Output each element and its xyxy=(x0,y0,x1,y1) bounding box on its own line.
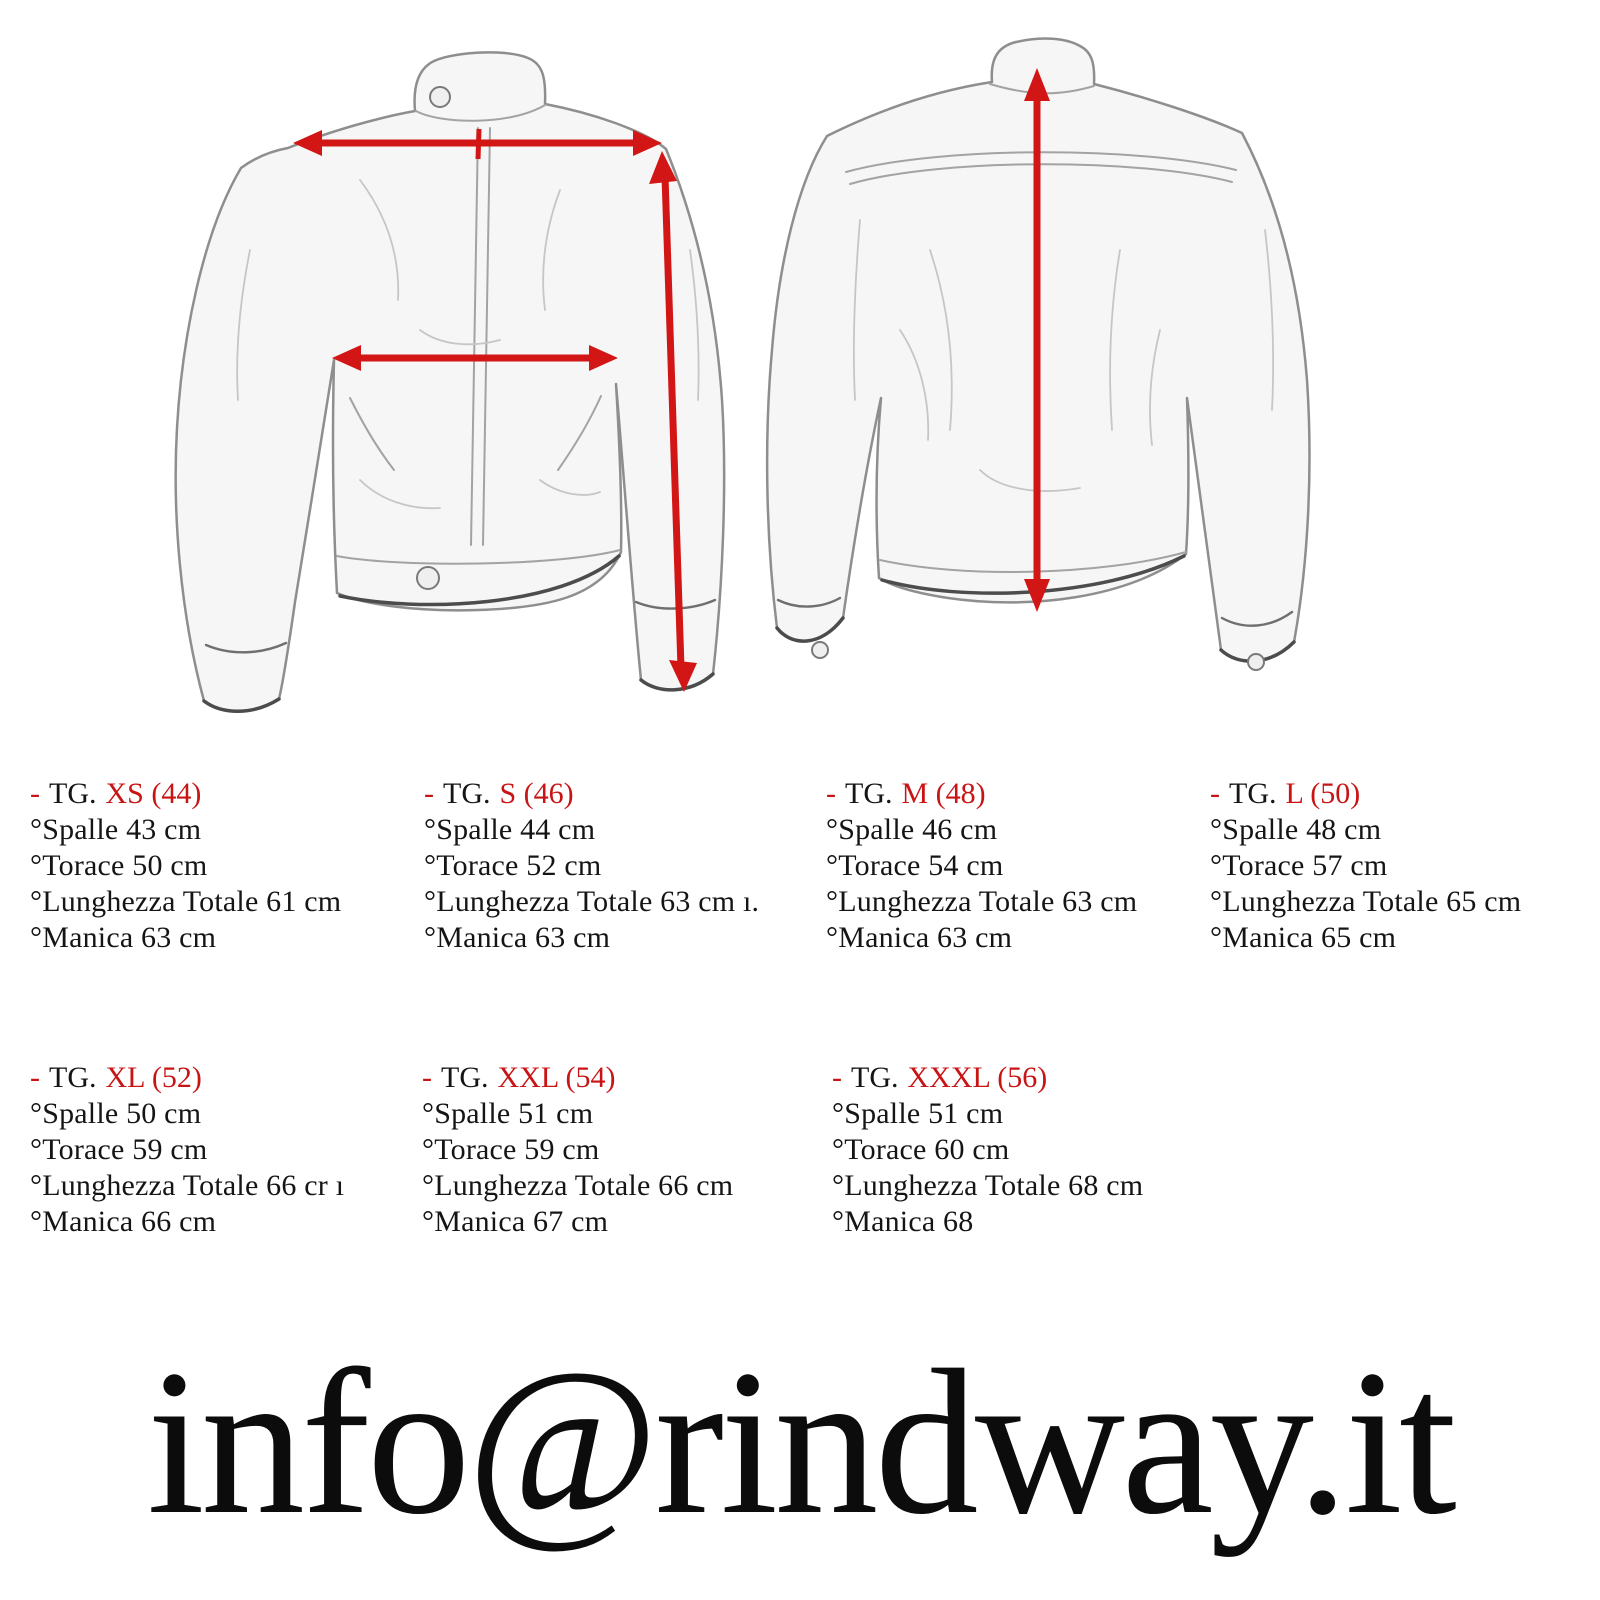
measurement-sleeve: °Manica 65 cm xyxy=(1210,921,1397,954)
measurement-total-length: °Lunghezza Totale 65 cm xyxy=(1210,885,1522,918)
size-dash: - xyxy=(424,777,434,810)
back-left-cuff-button xyxy=(812,642,828,658)
measurement-shoulders: °Spalle 44 cm xyxy=(424,813,596,846)
measurement-chest: °Torace 50 cm xyxy=(30,849,208,882)
measurement-total-length: °Lunghezza Totale 68 cm xyxy=(832,1169,1144,1202)
shoulder-arrow-center-tick xyxy=(478,129,479,159)
measurement-sleeve: °Manica 63 cm xyxy=(30,921,217,954)
size-tg-label: TG. xyxy=(49,1061,97,1094)
hem-button xyxy=(417,567,439,589)
size-title xyxy=(832,1060,1143,1096)
size-value-label: S (46) xyxy=(499,777,574,810)
size-block-xs xyxy=(30,776,341,956)
jacket-size-diagram xyxy=(0,0,1600,745)
size-title xyxy=(424,776,759,812)
measurement-shoulders: °Spalle 50 cm xyxy=(30,1097,202,1130)
size-tg-label: TG. xyxy=(1229,777,1277,810)
size-dash: - xyxy=(832,1061,842,1094)
size-dash: - xyxy=(422,1061,432,1094)
size-block-l xyxy=(1210,776,1521,956)
size-value-label: XXL (54) xyxy=(497,1061,616,1094)
measurement-chest: °Torace 59 cm xyxy=(30,1133,208,1166)
measurement-total-length: °Lunghezza Totale 63 cm xyxy=(826,885,1138,918)
size-value-label: M (48) xyxy=(901,777,986,810)
measurement-total-length: °Lunghezza Totale 63 cm ı. xyxy=(424,885,760,918)
size-dash: - xyxy=(30,777,40,810)
size-block-m xyxy=(826,776,1137,956)
size-title xyxy=(30,1060,344,1096)
size-title xyxy=(30,776,341,812)
measurement-shoulders: °Spalle 48 cm xyxy=(1210,813,1382,846)
size-dash: - xyxy=(1210,777,1220,810)
size-value-label: XS (44) xyxy=(105,777,202,810)
measurement-chest: °Torace 59 cm xyxy=(422,1133,600,1166)
size-tg-label: TG. xyxy=(845,777,893,810)
measurement-shoulders: °Spalle 46 cm xyxy=(826,813,998,846)
size-title xyxy=(826,776,1137,812)
collar-snap-button xyxy=(430,87,450,107)
measurement-chest: °Torace 52 cm xyxy=(424,849,602,882)
size-block-s xyxy=(424,776,759,956)
back-right-cuff-button xyxy=(1248,654,1264,670)
size-block-xxl xyxy=(422,1060,733,1240)
size-value-label: L (50) xyxy=(1285,777,1361,810)
size-dash: - xyxy=(30,1061,40,1094)
measurement-sleeve: °Manica 68 xyxy=(832,1205,974,1238)
size-block-xl xyxy=(30,1060,344,1240)
measurement-chest: °Torace 57 cm xyxy=(1210,849,1388,882)
measurement-total-length: °Lunghezza Totale 61 cm xyxy=(30,885,342,918)
measurement-total-length: °Lunghezza Totale 66 cm xyxy=(422,1169,734,1202)
size-tg-label: TG. xyxy=(441,1061,489,1094)
measurement-chest: °Torace 54 cm xyxy=(826,849,1004,882)
size-value-label: XL (52) xyxy=(105,1061,202,1094)
measurement-shoulders: °Spalle 43 cm xyxy=(30,813,202,846)
measurement-total-length: °Lunghezza Totale 66 cr ı xyxy=(30,1169,345,1202)
size-tg-label: TG. xyxy=(443,777,491,810)
measurement-sleeve: °Manica 66 cm xyxy=(30,1205,217,1238)
size-title xyxy=(422,1060,733,1096)
size-block-xxxl xyxy=(832,1060,1143,1240)
size-title xyxy=(1210,776,1521,812)
measurement-sleeve: °Manica 63 cm xyxy=(826,921,1013,954)
measurement-shoulders: °Spalle 51 cm xyxy=(832,1097,1004,1130)
size-value-label: XXXL (56) xyxy=(907,1061,1048,1094)
measurement-chest: °Torace 60 cm xyxy=(832,1133,1010,1166)
measurement-shoulders: °Spalle 51 cm xyxy=(422,1097,594,1130)
measurement-sleeve: °Manica 63 cm xyxy=(424,921,611,954)
contact-email: info@rindway.it xyxy=(146,1327,1454,1557)
measurement-sleeve: °Manica 67 cm xyxy=(422,1205,609,1238)
size-dash: - xyxy=(826,777,836,810)
size-tg-label: TG. xyxy=(851,1061,899,1094)
size-tg-label: TG. xyxy=(49,777,97,810)
